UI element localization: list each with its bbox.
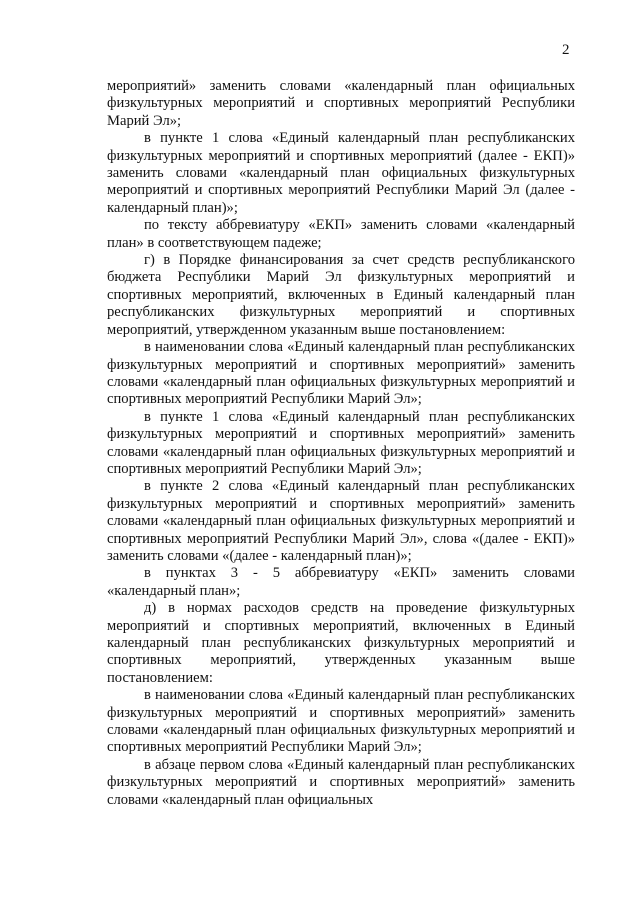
paragraph-8: в пунктах 3 - 5 аббревиатуру «ЕКП» заменить словами «календарный план»; <box>107 565 575 599</box>
paragraph-6: в пункте 1 слова «Единый календарный план республиканских физкультурных мероприятий и спортивных мероприятий» заменить словами «календарный план официальных физкультурных мероприятий и спортивных мероприятий Республики Марий Эл»; <box>107 408 575 477</box>
paragraph-7: в пункте 2 слова «Единый календарный план республиканских физкультурных мероприятий и спортивных мероприятий» заменить словами «календарный план официальных физкультурных мероприятий и спортивных мероприятий Республики Марий Эл», слова «(далее - ЕКП)» заменить словами «(далее - календарный план)»; <box>107 478 575 564</box>
paragraph-10: в наименовании слова «Единый календарный план республиканских физкультурных мероприятий и спортивных мероприятий» заменить словами «календарный план официальных физкультурных мероприятий и спортивных мероприятий Республики Марий Эл»; <box>107 687 575 756</box>
paragraph-4: г) в Порядке финансирования за счет средств республиканского бюджета Республики Марий Эл физкультурных мероприятий и спортивных мероприятий, включенных в Единый календарный план республиканских физкультурных мероприятий и спортивных мероприятий, утвержденном указанным выше постановлением: <box>107 252 575 338</box>
document-body <box>107 78 575 809</box>
paragraph-2: в пункте 1 слова «Единый календарный план республиканских физкультурных мероприятий и спортивных мероприятий (далее - ЕКП)» заменить словами «календарный план официальных физкультурных мероприятий и спортивных мероприятий Республики Марий Эл (далее - календарный план)»; <box>107 130 575 216</box>
paragraph-9: д) в нормах расходов средств на проведение физкультурных мероприятий и спортивных мероприятий, включенных в Единый календарный план республиканских физкультурных мероприятий и спортивных мероприятий, утвержденных указанным выше постановлением: <box>107 600 575 686</box>
page-number: 2 <box>562 42 570 58</box>
paragraph-5: в наименовании слова «Единый календарный план республиканских физкультурных мероприятий и спортивных мероприятий» заменить словами «календарный план официальных физкультурных мероприятий и спортивных мероприятий Республики Марий Эл»; <box>107 339 575 408</box>
paragraph-1: мероприятий» заменить словами «календарный план официальных физкультурных мероприятий и спортивных мероприятий Республики Марий Эл»; <box>107 78 575 129</box>
paragraph-3: по тексту аббревиатуру «ЕКП» заменить словами «календарный план» в соответствующем падеже; <box>107 217 575 251</box>
paragraph-11: в абзаце первом слова «Единый календарный план республиканских физкультурных мероприятий и спортивных мероприятий» заменить словами «календарный план официальных <box>107 756 575 808</box>
